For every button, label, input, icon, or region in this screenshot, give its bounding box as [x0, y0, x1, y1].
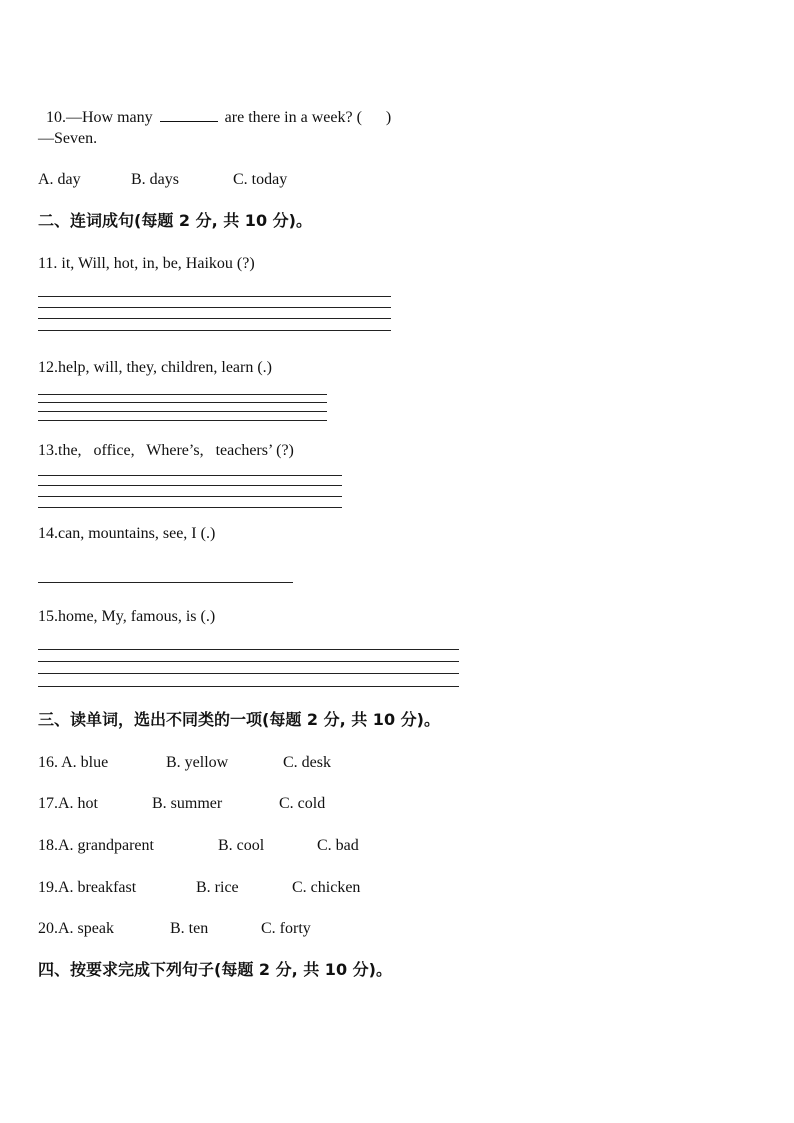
question-19-option-c: C. chicken — [292, 879, 361, 896]
question-16-option-c: C. desk — [283, 754, 331, 771]
question-17-option-c: C. cold — [279, 795, 326, 812]
question-10-answer: —Seven. — [38, 130, 98, 147]
question-15: 15.home, My, famous, is (.) — [38, 608, 216, 625]
answer-line — [38, 330, 391, 331]
question-19-option-b: B. rice — [196, 879, 239, 896]
question-12: 12.help, will, they, children, learn (.) — [38, 359, 272, 376]
section-2-heading: 二、连词成句(每题 2 分, 共 10 分)。 — [38, 211, 312, 230]
question-16-option-b: B. yellow — [166, 754, 229, 771]
question-20-option-b: B. ten — [170, 920, 209, 937]
answer-line — [38, 485, 342, 486]
section-3-heading: 三、读单词，选出不同类的一项(每题 2 分, 共 10 分)。 — [38, 710, 440, 729]
answer-line — [38, 496, 342, 497]
question-17-option-a: 17.A. hot — [38, 795, 98, 812]
answer-line — [38, 394, 327, 395]
question-18-option-a: 18.A. grandparent — [38, 837, 154, 854]
answer-line — [38, 673, 459, 674]
answer-line — [38, 402, 327, 403]
answer-line — [38, 686, 459, 687]
question-16-option-a: 16. A. blue — [38, 754, 109, 771]
question-14: 14.can, mountains, see, I (.) — [38, 525, 216, 542]
answer-blank[interactable] — [160, 107, 218, 122]
question-17-option-b: B. summer — [152, 795, 223, 812]
question-10-option-c: C. today — [233, 171, 288, 188]
question-10-option-a: A. day — [38, 171, 81, 188]
answer-line — [38, 296, 391, 297]
section-4-heading: 四、按要求完成下列句子(每题 2 分, 共 10 分)。 — [38, 960, 392, 979]
question-18-option-b: B. cool — [218, 837, 265, 854]
question-20-option-c: C. forty — [261, 920, 311, 937]
question-10-option-b: B. days — [131, 171, 179, 188]
question-10-prefix: 10.—How many — [46, 109, 157, 126]
answer-line — [38, 582, 293, 583]
question-19-option-a: 19.A. breakfast — [38, 879, 137, 896]
question-11: 11. it, Will, hot, in, be, Haikou (?) — [38, 255, 255, 272]
question-18-option-c: C. bad — [317, 837, 359, 854]
answer-line — [38, 507, 342, 508]
question-10-suffix: are there in a week? ( ) — [220, 109, 392, 126]
answer-line — [38, 649, 459, 650]
answer-line — [38, 318, 391, 319]
answer-line — [38, 307, 391, 308]
question-13: 13.the, office, Where’s, teachers’ (?) — [38, 442, 294, 459]
answer-line — [38, 411, 327, 412]
answer-line — [38, 661, 459, 662]
question-20-option-a: 20.A. speak — [38, 920, 114, 937]
answer-line — [38, 475, 342, 476]
question-10 — [38, 87, 391, 128]
answer-line — [38, 420, 327, 421]
